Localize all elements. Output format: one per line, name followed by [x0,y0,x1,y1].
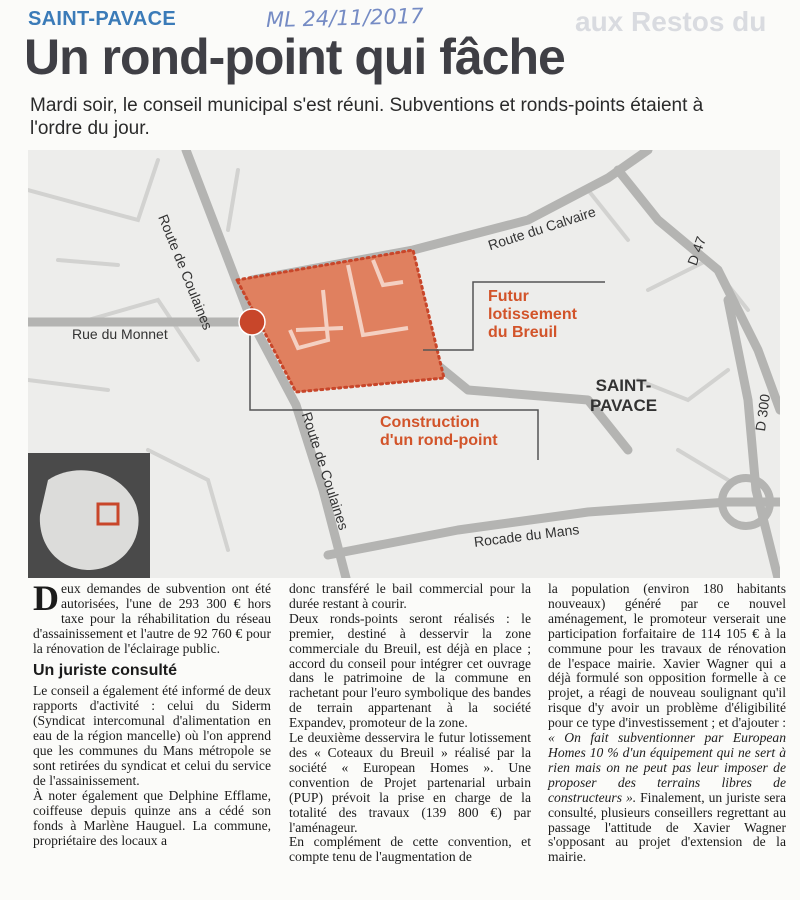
roundabout-marker-icon [239,309,265,335]
drop-cap: D [33,578,59,618]
paragraph-convention: En complément de cette convention, et compte tenu de l'augmentation de [289,834,531,865]
paragraph-rapports: Le conseil a également été informé de deux rapports d'activité : celui du Siderm (Syndicat intercomunal d'alimentation en eau de la région mancelle) où l'on apprend que les communes du Mans métropole se sont retirées du syndicat et celui du service de l'assainissement. [33,683,271,788]
label-d300: D 300 [752,393,774,433]
label-rocade-du-mans: Rocade du Mans [473,521,581,550]
label-rue-du-monnet: Rue du Monnet [72,326,168,342]
paragraph-ronds-points: Deux ronds-points seront réalisés : le premier, destiné à desservir la zone commerciale du Breuil, est déjà en place ; accord du conseil pour intégrer cet ouvrage dans le patrimoine de la commune en rachetant pour l'euro symbolique des bandes de terrain appartenant à la société Expandev, promoteur de la zone. [289,610,531,731]
paragraph-bail: donc transféré le bail commercial pour la durée restant à courir. [289,581,531,611]
paragraph-population: la population (environ 180 habitants nouveaux) généré par ce nouvel aménagement, le promoteur verserait une participation forfaitaire de 114 105 € à la commune pour les travaux de rénovation de l'espace mairie. Xavier Wagner qui a déjà formulé son opposition formelle à ce projet, a réagi de nouveau soulignant qu'il risque d'y avoir un problème d'éligibilité pour ce type d'investissement ; et d'ajouter : « On fait subventionner par European Homes 10 % d'un équipement qui ne sert à rien mais on ne peut pas leur imposer de proposer des terrains libres de constructeurs ». Finalement, un juriste sera consulté, plusieurs conseillers regrettant au passage l'attitude de Xavier Wagner s'opposant au projet d'extension de la mairie. [548,581,786,865]
callout-futur-lotissement: Futur lotissement du Breuil [488,288,577,341]
location-map [28,150,780,578]
article-column-3 [548,582,786,865]
map-graphic [28,150,780,578]
label-d47: D 47 [684,234,710,268]
article-column-1 [33,578,271,848]
article-headline: Un rond-point qui fâche [24,29,565,85]
paragraph-subventions: Deux demandes de subvention ont été autorisées, l'une de 293 300 € hors taxe pour la réhabilitation du réseau d'assainissement et l'autre de 92 760 € pour la rénovation de l'éclairage public. [33,578,271,656]
label-route-du-calvaire: Route du Calvaire [486,203,598,254]
subheading-juriste: Un juriste consulté [33,661,178,679]
handwritten-date-stamp: ML 24/11/2017 [265,3,424,33]
label-route-de-coulaines-south: Route de Coulaines [298,410,353,532]
article-standfirst: Mardi soir, le conseil municipal s'est réuni. Subventions et ronds-points étaient à l'ordre du jour. [30,95,704,139]
article-column-2 [289,582,531,865]
inset-map [28,453,150,578]
place-name-saint-pavace: SAINT- PAVACE [590,376,658,415]
section-kicker: SAINT-PAVACE [28,8,177,30]
paragraph-lotissement: Le deuxième desservira le futur lotissement des « Coteaux du Breuil » réalisé par la société « European Homes ». Une convention de Projet partenarial urbain (PUP) prévoit la prise en charge de la totalité des travaux (139 800 €) par l'aménageur. [289,730,531,835]
adjacent-article-headline: aux Restos du [575,6,767,37]
quote-xavier-wagner: « On fait subventionner par European Homes 10 % d'un équipement qui ne sert à rien mais on ne peut pas leur imposer de proposer des terrains libres de constructeurs ». [548,730,786,805]
callout-construction-rond-point: Construction d'un rond-point [380,414,498,449]
label-route-de-coulaines: Route de Coulaines [155,212,217,333]
paragraph-coiffeuse: À noter également que Delphine Efflame, coiffeuse depuis quinze ans a cédé son fonds à Marlène Hauguel. La commune, propriétaire des locaux a [33,787,271,848]
